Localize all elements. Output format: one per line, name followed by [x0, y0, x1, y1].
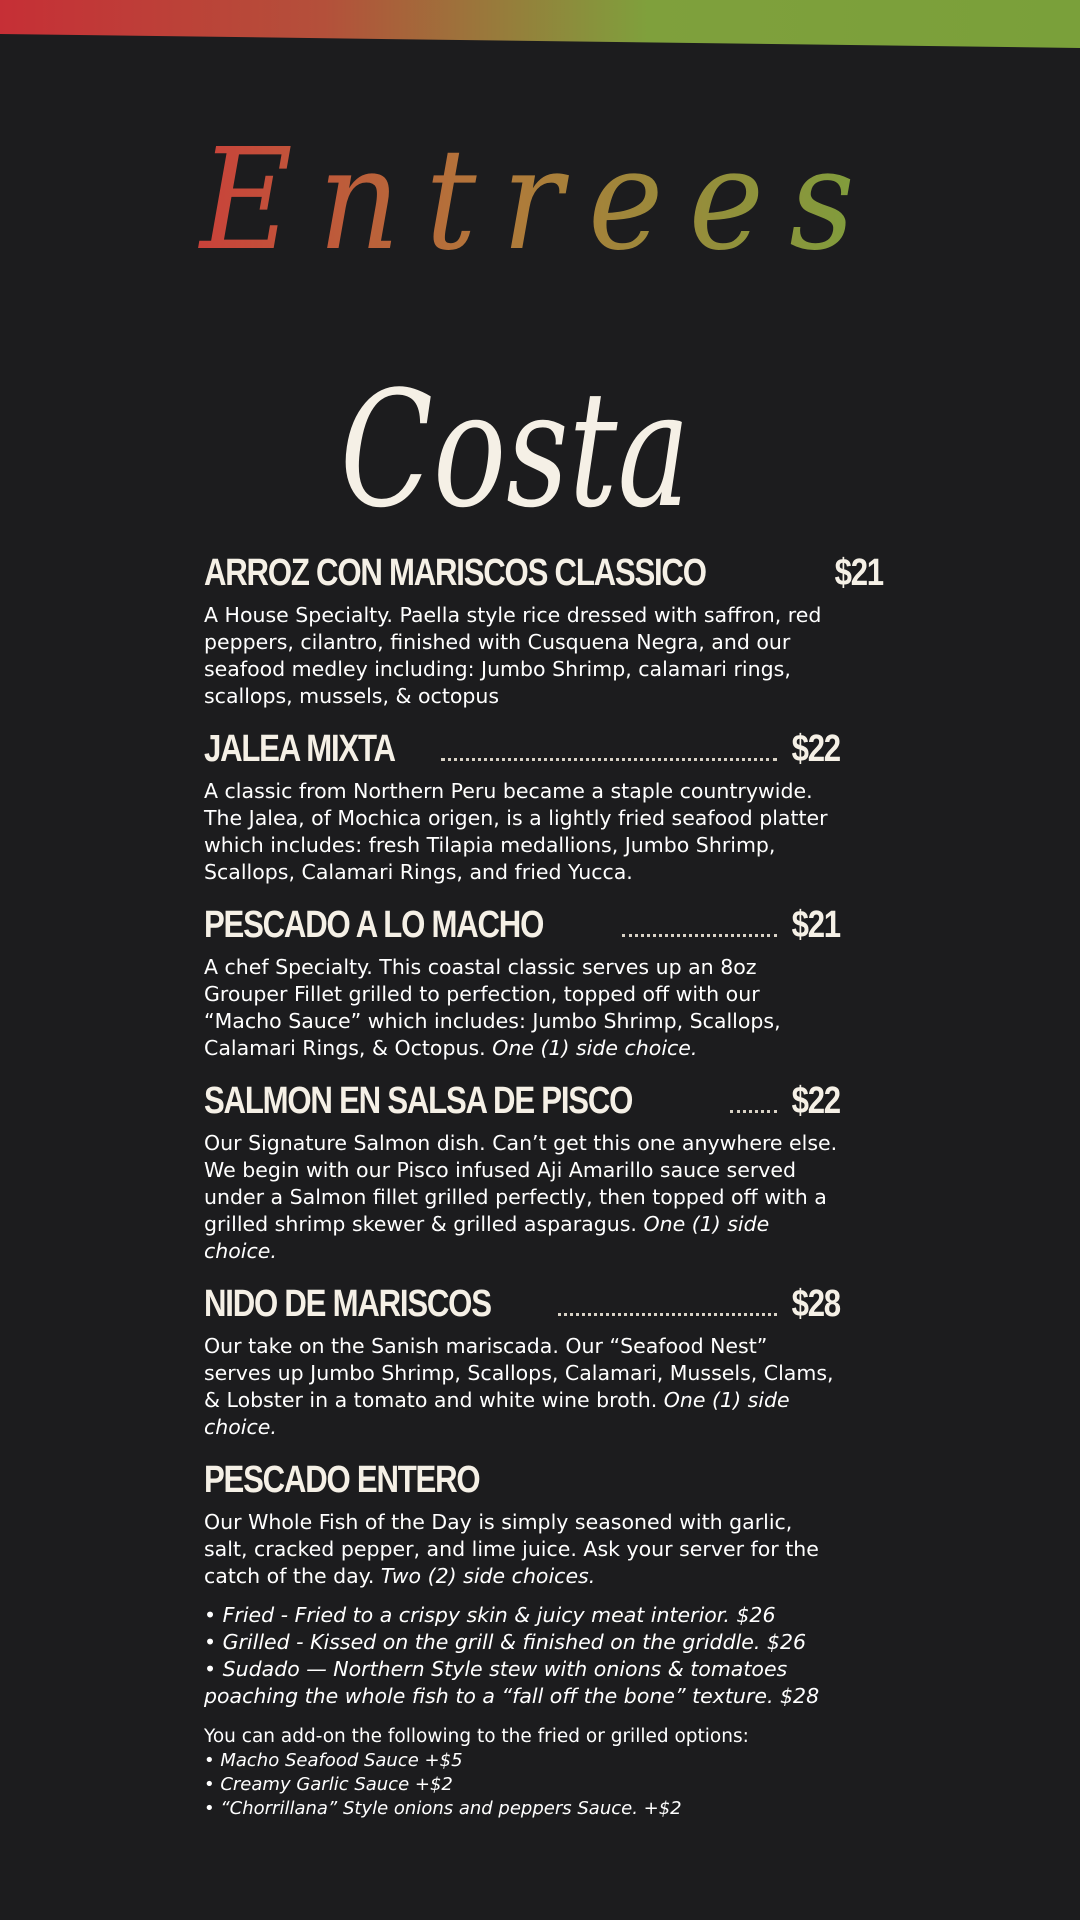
dotted-leader [441, 757, 777, 761]
item-name: PESCADO ENTERO [204, 1459, 480, 1501]
costa-heading [0, 340, 1080, 540]
item-description: Our Whole Fish of the Day is simply seasoned with garlic, salt, cracked pepper, and lime juice. Ask your server for the catch of the day. Two (2) side choices. [204, 1510, 819, 1588]
item-description: Our take on the Sanish mariscada. Our “Seafood Nest” serves up Jumbo Shrimp, Scallops, Calamari, Mussels, Clams, & Lobster in a tomato and white wine broth. One (1) side choice. [204, 1334, 834, 1439]
item-description: Our Signature Salmon dish. Can’t get this one anywhere else. We begin with our Pisco infused Aji Amarillo sauce served under a Salmon fillet grilled perfectly, then topped off with a grilled shrimp skewer & grilled asparagus. One (1) side choice. [204, 1131, 838, 1263]
option-grilled: • Grilled - Kissed on the grill & finished on the griddle. $26 [204, 1630, 807, 1654]
dotted-leader [730, 1109, 777, 1113]
menu-list [204, 548, 883, 1835]
item-name: ARROZ CON MARISCOS CLASSICO [204, 552, 706, 594]
item-name: SALMON EN SALSA DE PISCO [204, 1080, 633, 1122]
menu-item [204, 724, 840, 886]
item-name: JALEA MIXTA [204, 728, 395, 770]
item-description: A classic from Northern Peru became a staple countrywide. The Jalea, of Mochica origen, is a lightly fried seafood platter which includes: fresh Tilapia medallions, Jumbo Shrimp, Scallops, Calamari Rings, and fried Yucca. [204, 779, 828, 884]
item-description: A House Specialty. Paella style rice dressed with saffron, red peppers, cilantro, finished with Cusquena Negra, and our seafood medley including: Jumbo Shrimp, calamari rings, scallops, mussels, & octopus [204, 603, 822, 708]
addon-item: • “Chorrillana” Style onions and peppers Sauce. +$2 [204, 1798, 682, 1819]
addon-list [204, 1749, 840, 1821]
menu-item [204, 1279, 840, 1441]
menu-item [204, 548, 883, 710]
menu-item-entero [204, 1455, 840, 1821]
menu-item [204, 900, 840, 1062]
entrees-title-text: Entrees [197, 120, 881, 280]
item-price: $22 [791, 1080, 840, 1122]
item-name: PESCADO A LO MACHO [204, 904, 544, 946]
addon-intro: You can add-on the following to the fried or grilled options: [204, 1726, 749, 1747]
option-fried: • Fried - Fried to a crispy skin & juicy meat interior. $26 [204, 1603, 776, 1627]
option-sudado: • Sudado — Northern Style stew with onions & tomatoes poaching the whole fish to a “fall off the bone” texture. $28 [204, 1657, 820, 1708]
entrees-heading [0, 120, 1080, 280]
item-price: $21 [791, 904, 840, 946]
top-gradient-bar [0, 0, 1080, 48]
addon-item: • Creamy Garlic Sauce +$2 [204, 1774, 453, 1795]
item-price: $28 [791, 1283, 840, 1325]
menu-item [204, 1076, 840, 1265]
item-price: $22 [791, 728, 840, 770]
preparation-options [204, 1602, 840, 1710]
item-description: A chef Specialty. This coastal classic serves up an 8oz Grouper Fillet grilled to perfection, topped off with our “Macho Sauce” which includes: Jumbo Shrimp, Scallops, Calamari Rings, & Octopus. One (1) side choice. [204, 955, 781, 1060]
dotted-leader [558, 1312, 777, 1316]
item-price: $21 [834, 552, 883, 594]
dotted-leader [622, 933, 778, 937]
costa-title-text: Costa [340, 356, 690, 540]
addon-item: • Macho Seafood Sauce +$5 [204, 1750, 463, 1771]
item-name: NIDO DE MARISCOS [204, 1283, 491, 1325]
